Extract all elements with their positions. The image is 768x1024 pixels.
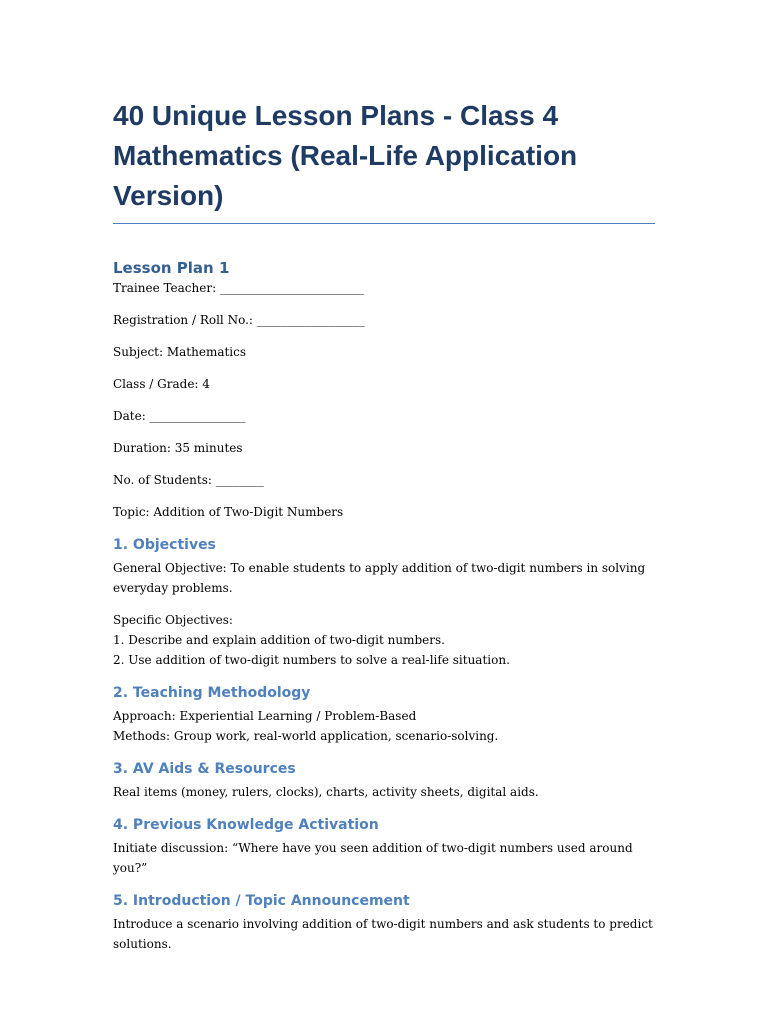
introduction-text: Introduce a scenario involving addition of two-digit numbers and ask students to predict solutions. <box>113 917 653 951</box>
section-objectives <box>113 535 655 670</box>
document-page <box>113 96 655 954</box>
lesson-heading: Lesson Plan 1 <box>113 259 230 277</box>
section-av-aids <box>113 759 655 802</box>
specific-objective-2: 2. Use addition of two-digit numbers to solve a real-life situation. <box>113 653 510 667</box>
section-introduction <box>113 891 655 954</box>
av-aids-heading: 3. AV Aids & Resources <box>113 761 296 777</box>
field-subject: Subject: Mathematics <box>113 345 247 359</box>
methodology-approach: Approach: Experiential Learning / Problem-Based <box>113 709 417 723</box>
prior-knowledge-text: Initiate discussion: “Where have you seen addition of two-digit numbers used around you?” <box>113 841 633 875</box>
field-topic: Topic: Addition of Two-Digit Numbers <box>113 505 344 519</box>
document-title: 40 Unique Lesson Plans - Class 4 Mathematics (Real-Life Application Version) <box>113 96 655 224</box>
methodology-methods: Methods: Group work, real-world application, scenario-solving. <box>113 729 499 743</box>
specific-objectives-label: Specific Objectives: <box>113 613 233 627</box>
av-aids-text: Real items (money, rulers, clocks), charts, activity sheets, digital aids. <box>113 785 539 799</box>
field-registration: Registration / Roll No.: __________________ <box>113 313 365 327</box>
section-methodology <box>113 683 655 746</box>
field-no-of-students: No. of Students: ________ <box>113 473 264 487</box>
field-date: Date: ________________ <box>113 409 246 423</box>
section-prior-knowledge <box>113 815 655 878</box>
introduction-heading: 5. Introduction / Topic Announcement <box>113 893 410 909</box>
objectives-heading: 1. Objectives <box>113 537 216 553</box>
general-objective: General Objective: To enable students to apply addition of two-digit numbers in solving everyday problems. <box>113 561 646 595</box>
prior-knowledge-heading: 4. Previous Knowledge Activation <box>113 817 379 833</box>
methodology-heading: 2. Teaching Methodology <box>113 685 311 701</box>
lesson-fields <box>113 278 655 522</box>
field-class-grade: Class / Grade: 4 <box>113 377 210 391</box>
field-duration: Duration: 35 minutes <box>113 441 243 455</box>
field-trainee-teacher: Trainee Teacher: ________________________ <box>113 281 364 295</box>
specific-objective-1: 1. Describe and explain addition of two-digit numbers. <box>113 633 445 647</box>
